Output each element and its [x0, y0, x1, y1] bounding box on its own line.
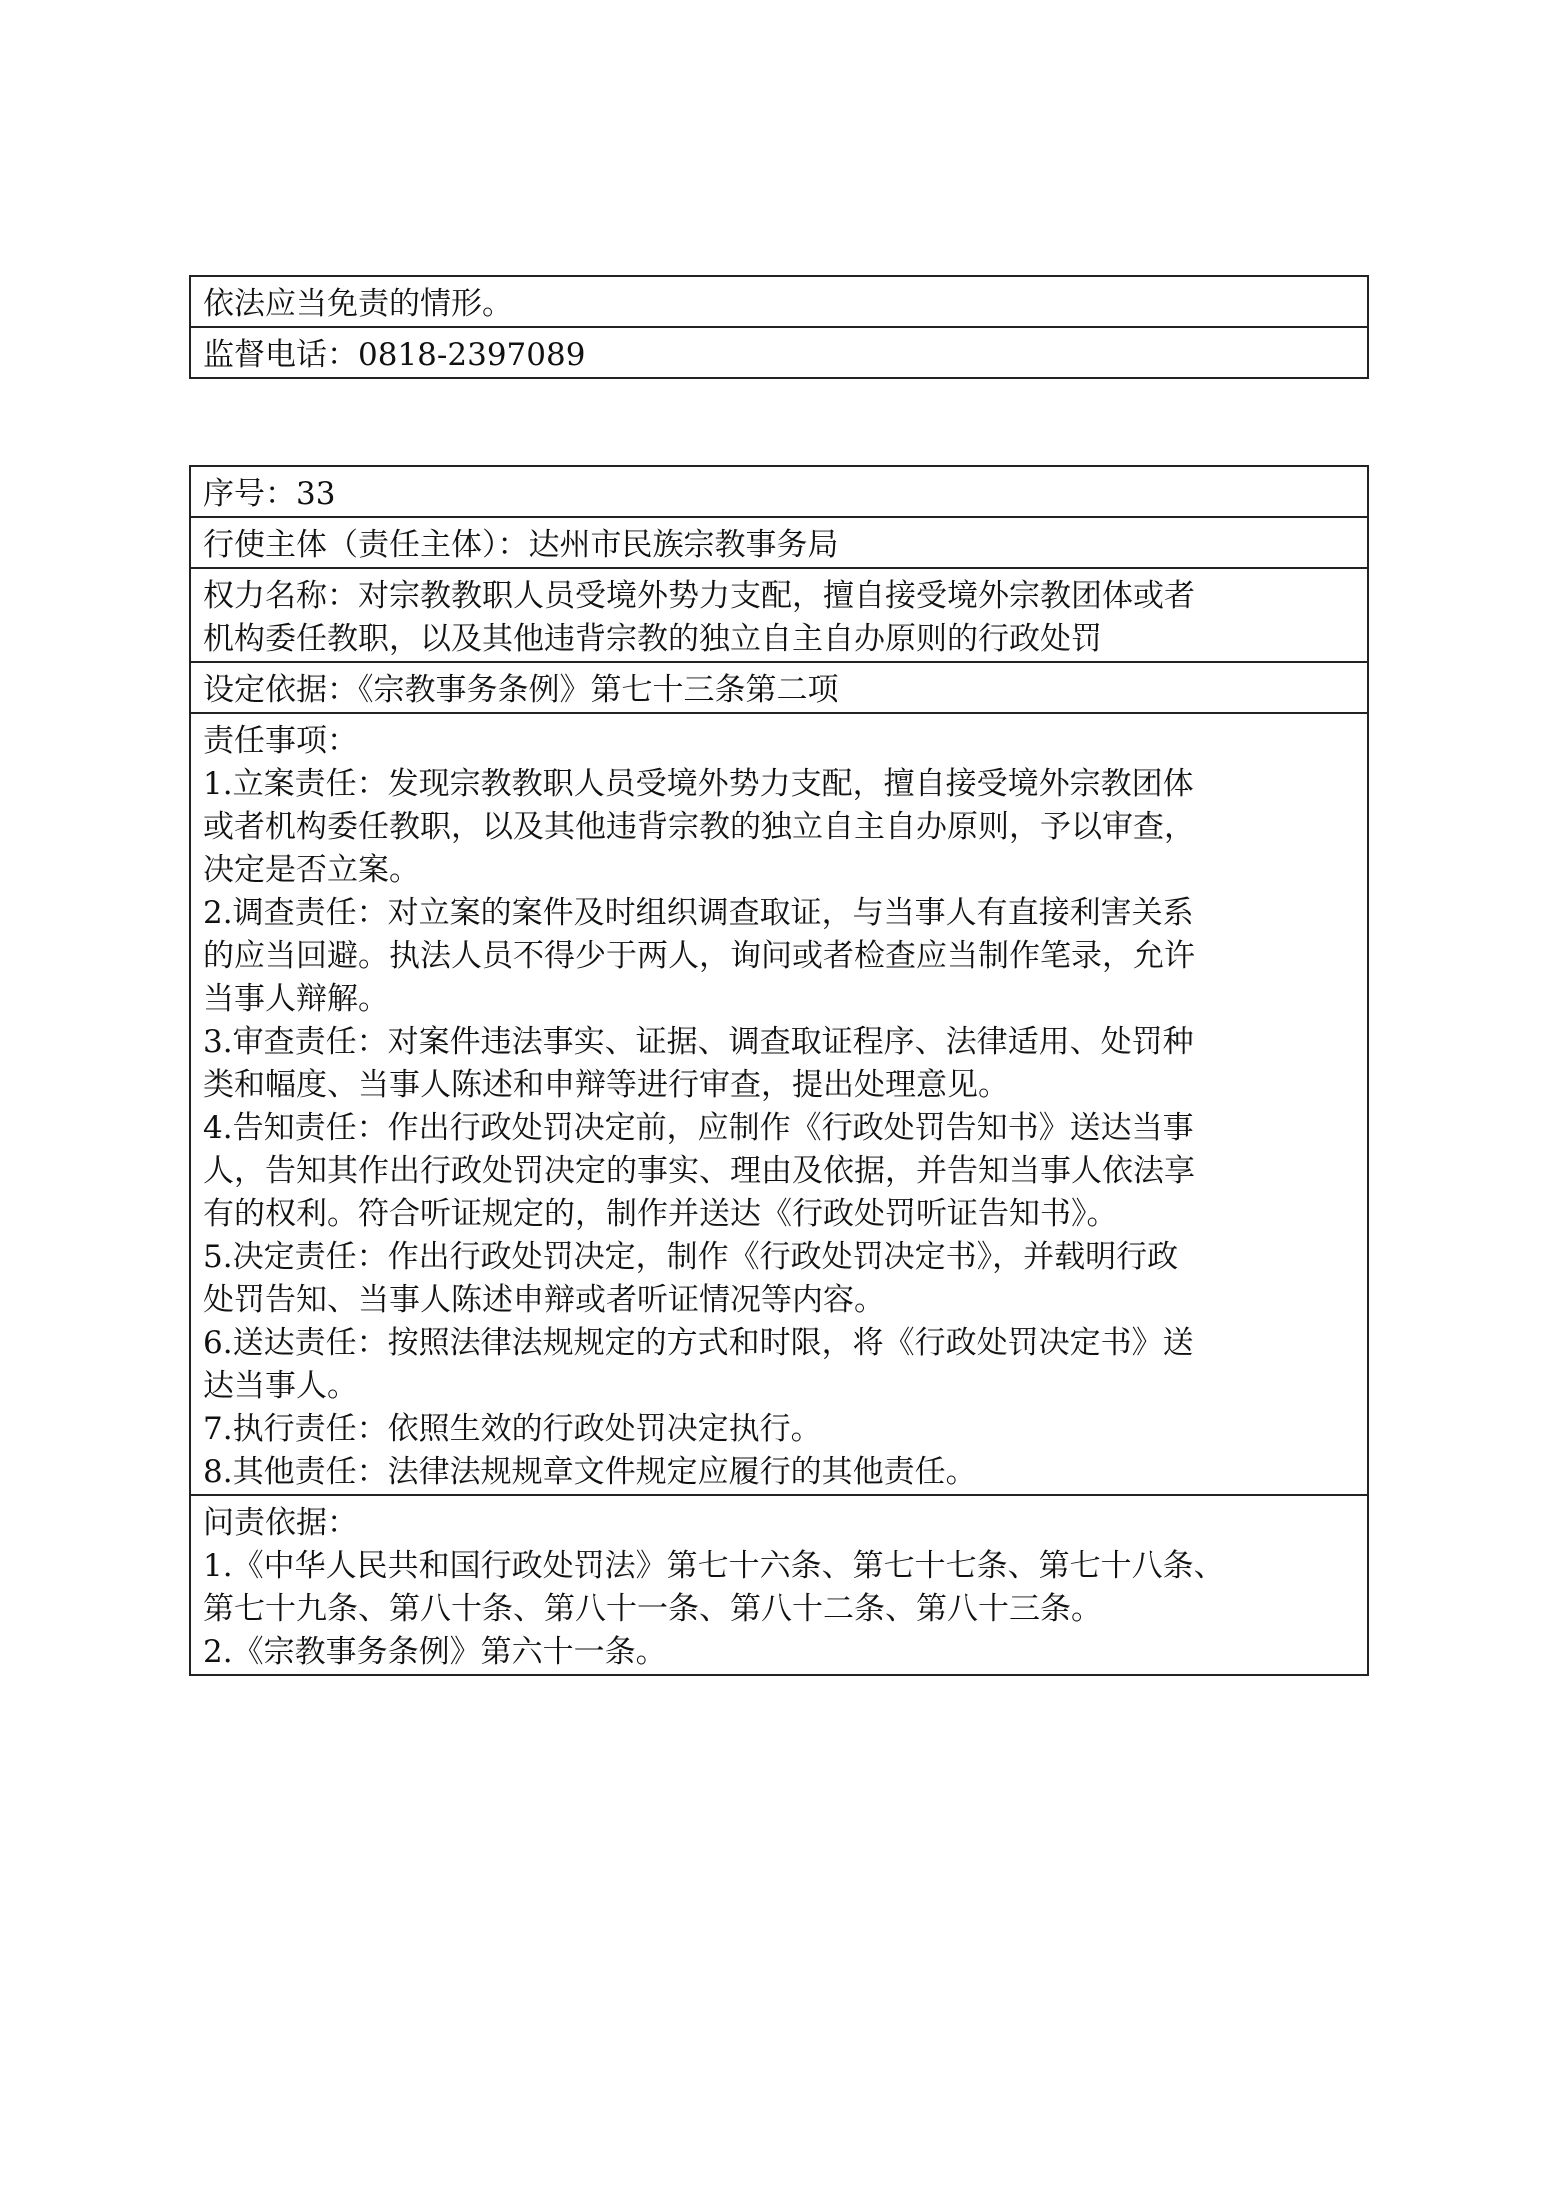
table-row-power-name — [191, 567, 1367, 661]
table-row-responsibilities — [191, 712, 1367, 1494]
accountability-line: 第七十九条、第八十条、第八十一条、第八十二条、第八十三条。 — [203, 1591, 1102, 1627]
accountability-heading: 问责依据： — [203, 1505, 358, 1541]
responsibility-line: 4.告知责任：作出行政处罚决定前，应制作《行政处罚告知书》送达当事 — [203, 1110, 1194, 1146]
table-row-basis — [191, 661, 1367, 712]
executing-subject: 行使主体（责任主体）：达州市民族宗教事务局 — [203, 527, 839, 563]
table-cell-text: 依法应当免责的情形。 — [203, 286, 513, 322]
power-name-line: 权力名称：对宗教教职人员受境外势力支配，擅自接受境外宗教团体或者 — [203, 578, 1195, 614]
responsibility-line: 8.其他责任：法律法规规章文件规定应履行的其他责任。 — [203, 1454, 977, 1490]
serial-number: 序号：33 — [203, 476, 336, 512]
responsibility-line: 3.审查责任：对案件违法事实、证据、调查取证程序、法律适用、处罚种 — [203, 1024, 1194, 1060]
accountability-line: 2.《宗教事务条例》第六十一条。 — [203, 1634, 667, 1670]
responsibility-line: 1.立案责任：发现宗教教职人员受境外势力支配，擅自接受境外宗教团体 — [203, 766, 1194, 802]
supervision-phone: 监督电话：0818-2397089 — [203, 337, 586, 373]
table-row-accountability — [191, 1494, 1367, 1674]
responsibility-line: 7.执行责任：依照生效的行政处罚决定执行。 — [203, 1411, 822, 1447]
table-row-subject — [191, 516, 1367, 567]
table-row-exemption — [191, 277, 1367, 326]
responsibility-line: 类和幅度、当事人陈述和申辩等进行审查，提出处理意见。 — [203, 1067, 1009, 1103]
responsibility-line: 处罚告知、当事人陈述申辩或者听证情况等内容。 — [203, 1282, 885, 1318]
info-table-continued — [189, 275, 1369, 379]
accountability-line: 1.《中华人民共和国行政处罚法》第七十六条、第七十七条、第七十八条、 — [203, 1548, 1225, 1584]
legal-basis: 设定依据：《宗教事务条例》第七十三条第二项 — [203, 672, 839, 708]
table-row-phone — [191, 326, 1367, 377]
responsibility-line: 当事人辩解。 — [203, 981, 389, 1017]
responsibility-line: 达当事人。 — [203, 1368, 358, 1404]
responsibility-line: 6.送达责任：按照法律法规规定的方式和时限，将《行政处罚决定书》送 — [203, 1325, 1194, 1361]
responsibility-line: 决定是否立案。 — [203, 852, 420, 888]
responsibility-line: 2.调查责任：对立案的案件及时组织调查取证，与当事人有直接利害关系 — [203, 895, 1194, 931]
power-item-table — [189, 465, 1369, 1676]
responsibility-heading: 责任事项： — [203, 723, 358, 759]
table-row-serial — [191, 467, 1367, 516]
responsibility-line: 的应当回避。执法人员不得少于两人，询问或者检查应当制作笔录，允许 — [203, 938, 1195, 974]
responsibility-line: 有的权利。符合听证规定的，制作并送达《行政处罚听证告知书》。 — [203, 1196, 1118, 1232]
power-name-line: 机构委任教职，以及其他违背宗教的独立自主自办原则的行政处罚 — [203, 621, 1102, 657]
responsibility-line: 人，告知其作出行政处罚决定的事实、理由及依据，并告知当事人依法享 — [203, 1153, 1195, 1189]
responsibility-line: 或者机构委任教职，以及其他违背宗教的独立自主自办原则，予以审查， — [203, 809, 1195, 845]
responsibility-line: 5.决定责任：作出行政处罚决定，制作《行政处罚决定书》，并载明行政 — [203, 1239, 1179, 1275]
